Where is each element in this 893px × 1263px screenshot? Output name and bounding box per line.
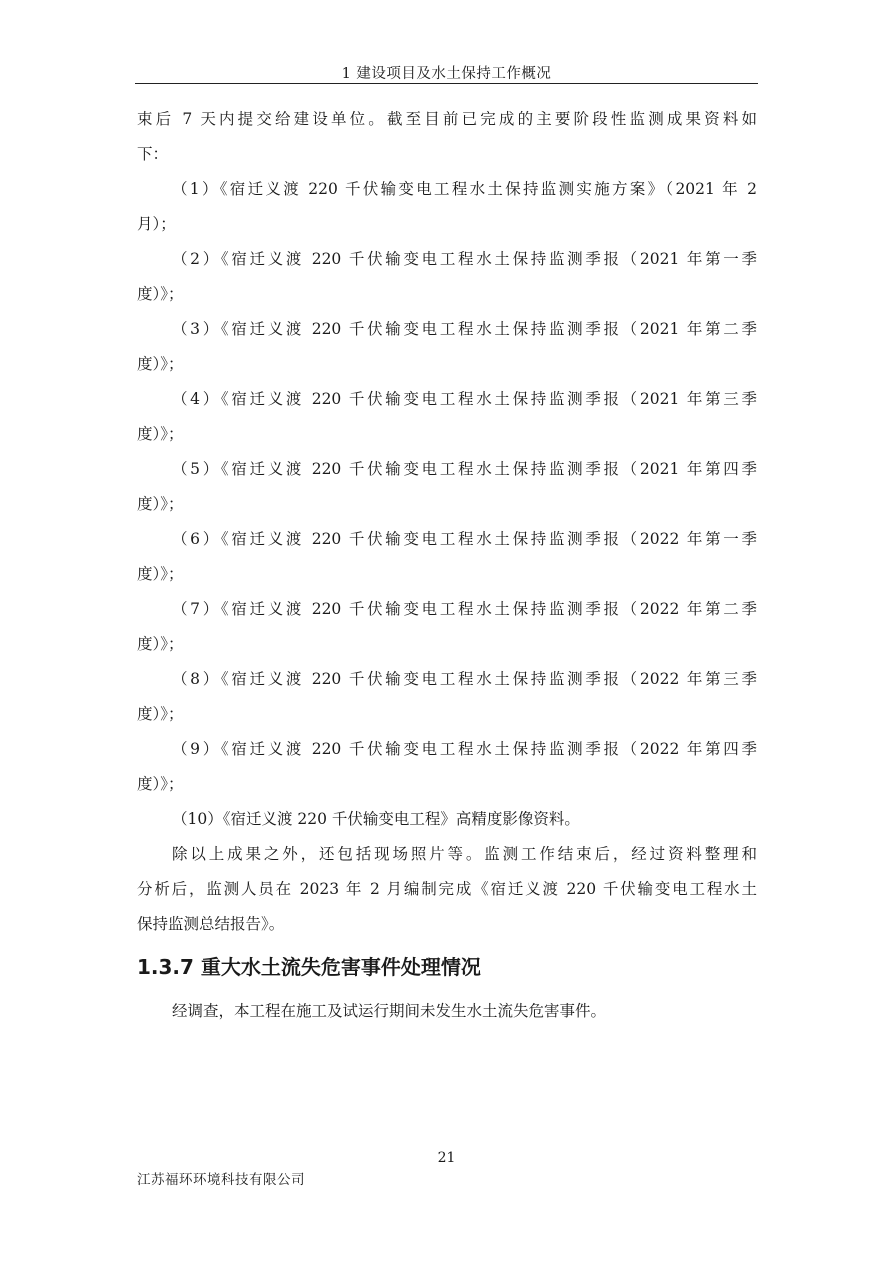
intro-line-2: 下： <box>137 145 169 163</box>
summary-line-1: 除以上成果之外，还包括现场照片等。监测工作结束后，经过资料整理和 <box>172 845 757 863</box>
list-item-8-line-1: （8）《宿迁义渡 220 千伏输变电工程水土保持监测季报（2022 年第三季 <box>172 670 757 688</box>
summary-line-3: 保持监测总结报告》。 <box>137 915 285 933</box>
list-item-3-line-2: 度）》； <box>137 355 184 373</box>
list-item-7-line-2: 度）》； <box>137 635 184 653</box>
list-item-2-line-1: （2）《宿迁义渡 220 千伏输变电工程水土保持监测季报（2021 年第一季 <box>172 250 757 268</box>
section-text: 经调查，本工程在施工及试运行期间未发生水土流失危害事件。 <box>172 1002 607 1020</box>
list-item-8-line-2: 度）》； <box>137 705 184 723</box>
list-item-6-line-1: （6）《宿迁义渡 220 千伏输变电工程水土保持监测季报（2022 年第一季 <box>172 530 757 548</box>
intro-line-1: 束后 7 天内提交给建设单位。截至目前已完成的主要阶段性监测成果资料如 <box>137 110 757 128</box>
summary-line-2: 分析后，监测人员在 2023 年 2 月编制完成《宿迁义渡 220 千伏输变电工程水土 <box>137 880 757 898</box>
list-item-4-line-2: 度）》； <box>137 425 184 443</box>
list-item-7-line-1: （7）《宿迁义渡 220 千伏输变电工程水土保持监测季报（2022 年第二季 <box>172 600 757 618</box>
list-item-3-line-1: （3）《宿迁义渡 220 千伏输变电工程水土保持监测季报（2021 年第二季 <box>172 320 757 338</box>
list-item-1-line-2: 月）； <box>137 215 176 233</box>
footer-company-name: 江苏福环环境科技有限公司 <box>137 1172 305 1188</box>
list-item-9-line-2: 度）》； <box>137 775 184 793</box>
page-number: 21 <box>437 1150 456 1166</box>
list-item-1-line-1: （1）《宿迁义渡 220 千伏输变电工程水土保持监测实施方案》（2021 年 2 <box>172 180 757 198</box>
page-header-title: 1 建设项目及水土保持工作概况 <box>341 66 552 82</box>
list-item-10: （10）《宿迁义渡 220 千伏输变电工程》高精度影像资料。 <box>172 810 580 828</box>
list-item-9-line-1: （9）《宿迁义渡 220 千伏输变电工程水土保持监测季报（2022 年第四季 <box>172 740 757 758</box>
document-body <box>137 102 757 1029</box>
list-item-6-line-2: 度）》； <box>137 565 184 583</box>
list-item-2-line-2: 度）》； <box>137 285 184 303</box>
list-item-4-line-1: （4）《宿迁义渡 220 千伏输变电工程水土保持监测季报（2021 年第三季 <box>172 390 757 408</box>
list-item-5-line-2: 度）》； <box>137 495 184 513</box>
list-item-5-line-1: （5）《宿迁义渡 220 千伏输变电工程水土保持监测季报（2021 年第四季 <box>172 460 757 478</box>
header-divider <box>135 83 758 84</box>
section-heading: 1.3.7 重大水土流失危害事件处理情况 <box>137 955 481 979</box>
